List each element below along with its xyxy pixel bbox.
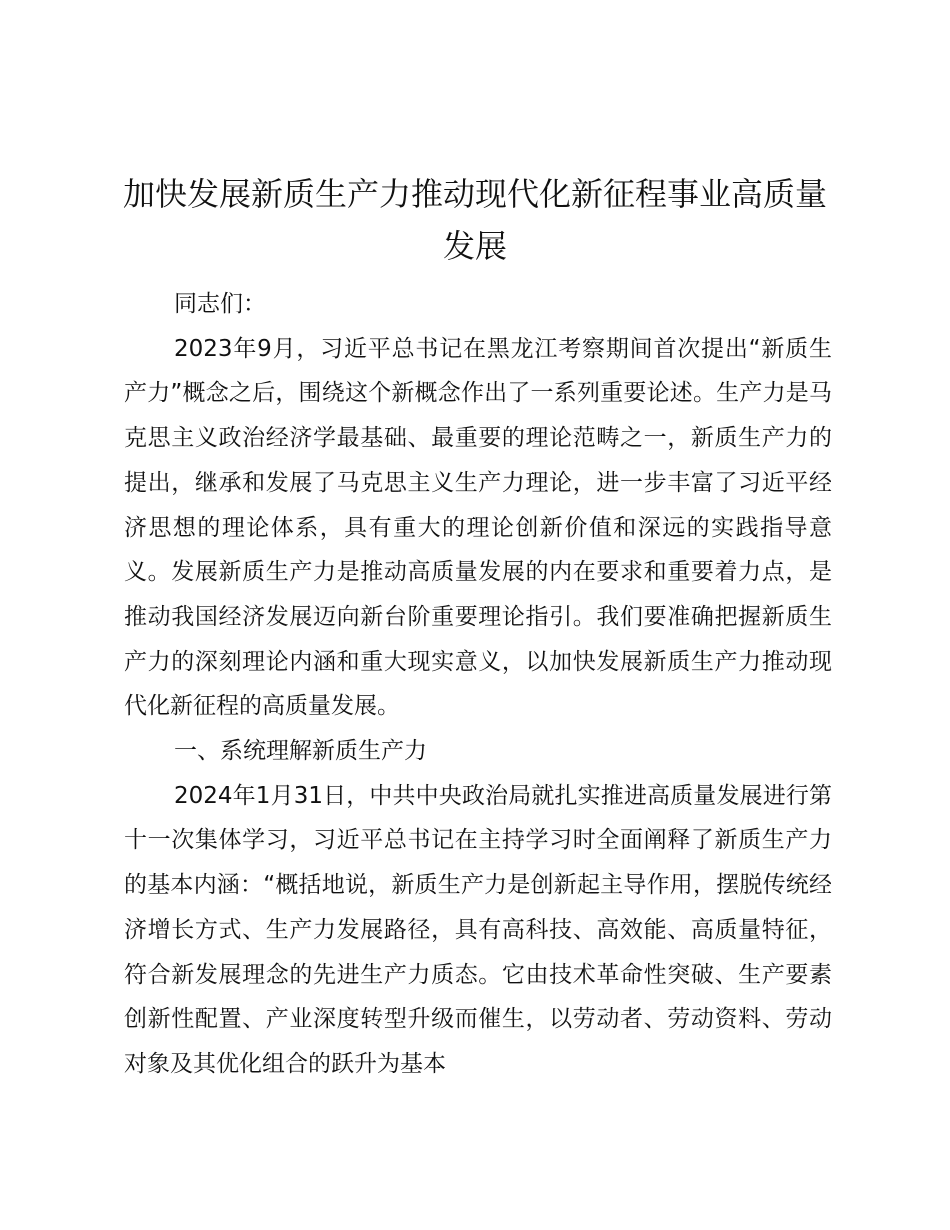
section-1-paragraph: 2024年1月31日，中共中央政治局就扎实推进高质量发展进行第十一次集体学习，习近平总书记在主持学习时全面阐释了新质生产力的基本内涵：“概括地说，新质生产力是创新起主导作用，摆脱传统经济增长方式、生产力发展路径，具有高科技、高效能、高质量特征，符合新发展理念的先进生产力质态。它由技术革命性突破、生产要素创新性配置、产业深度转型升级而催生，以劳动者、劳动资料、劳动对象及其优化组合的跃升为基本 <box>124 782 832 1077</box>
document-body <box>124 282 832 1087</box>
section-heading-1: 一、系统理解新质生产力 <box>174 738 427 765</box>
intro-paragraph: 2023年9月，习近平总书记在黑龙江考察期间首次提出“新质生产力”概念之后，围绕这个新概念作出了一系列重要论述。生产力是马克思主义政治经济学最基础、最重要的理论范畴之一，新质生产力的提出，继承和发展了马克思主义生产力理论，进一步丰富了习近平经济思想的理论体系，具有重大的理论创新价值和深远的实践指导意义。发展新质生产力是推动高质量发展的内在要求和重要着力点，是推动我国经济发展迈向新台阶重要理论指引。我们要准确把握新质生产力的深刻理论内涵和重大现实意义，以加快发展新质生产力推动现代化新征程的高质量发展。 <box>124 335 832 720</box>
salutation-paragraph: 同志们： <box>174 291 266 317</box>
document-title: 加快发展新质生产力推动现代化新征程事业高质量发展 <box>122 175 827 265</box>
